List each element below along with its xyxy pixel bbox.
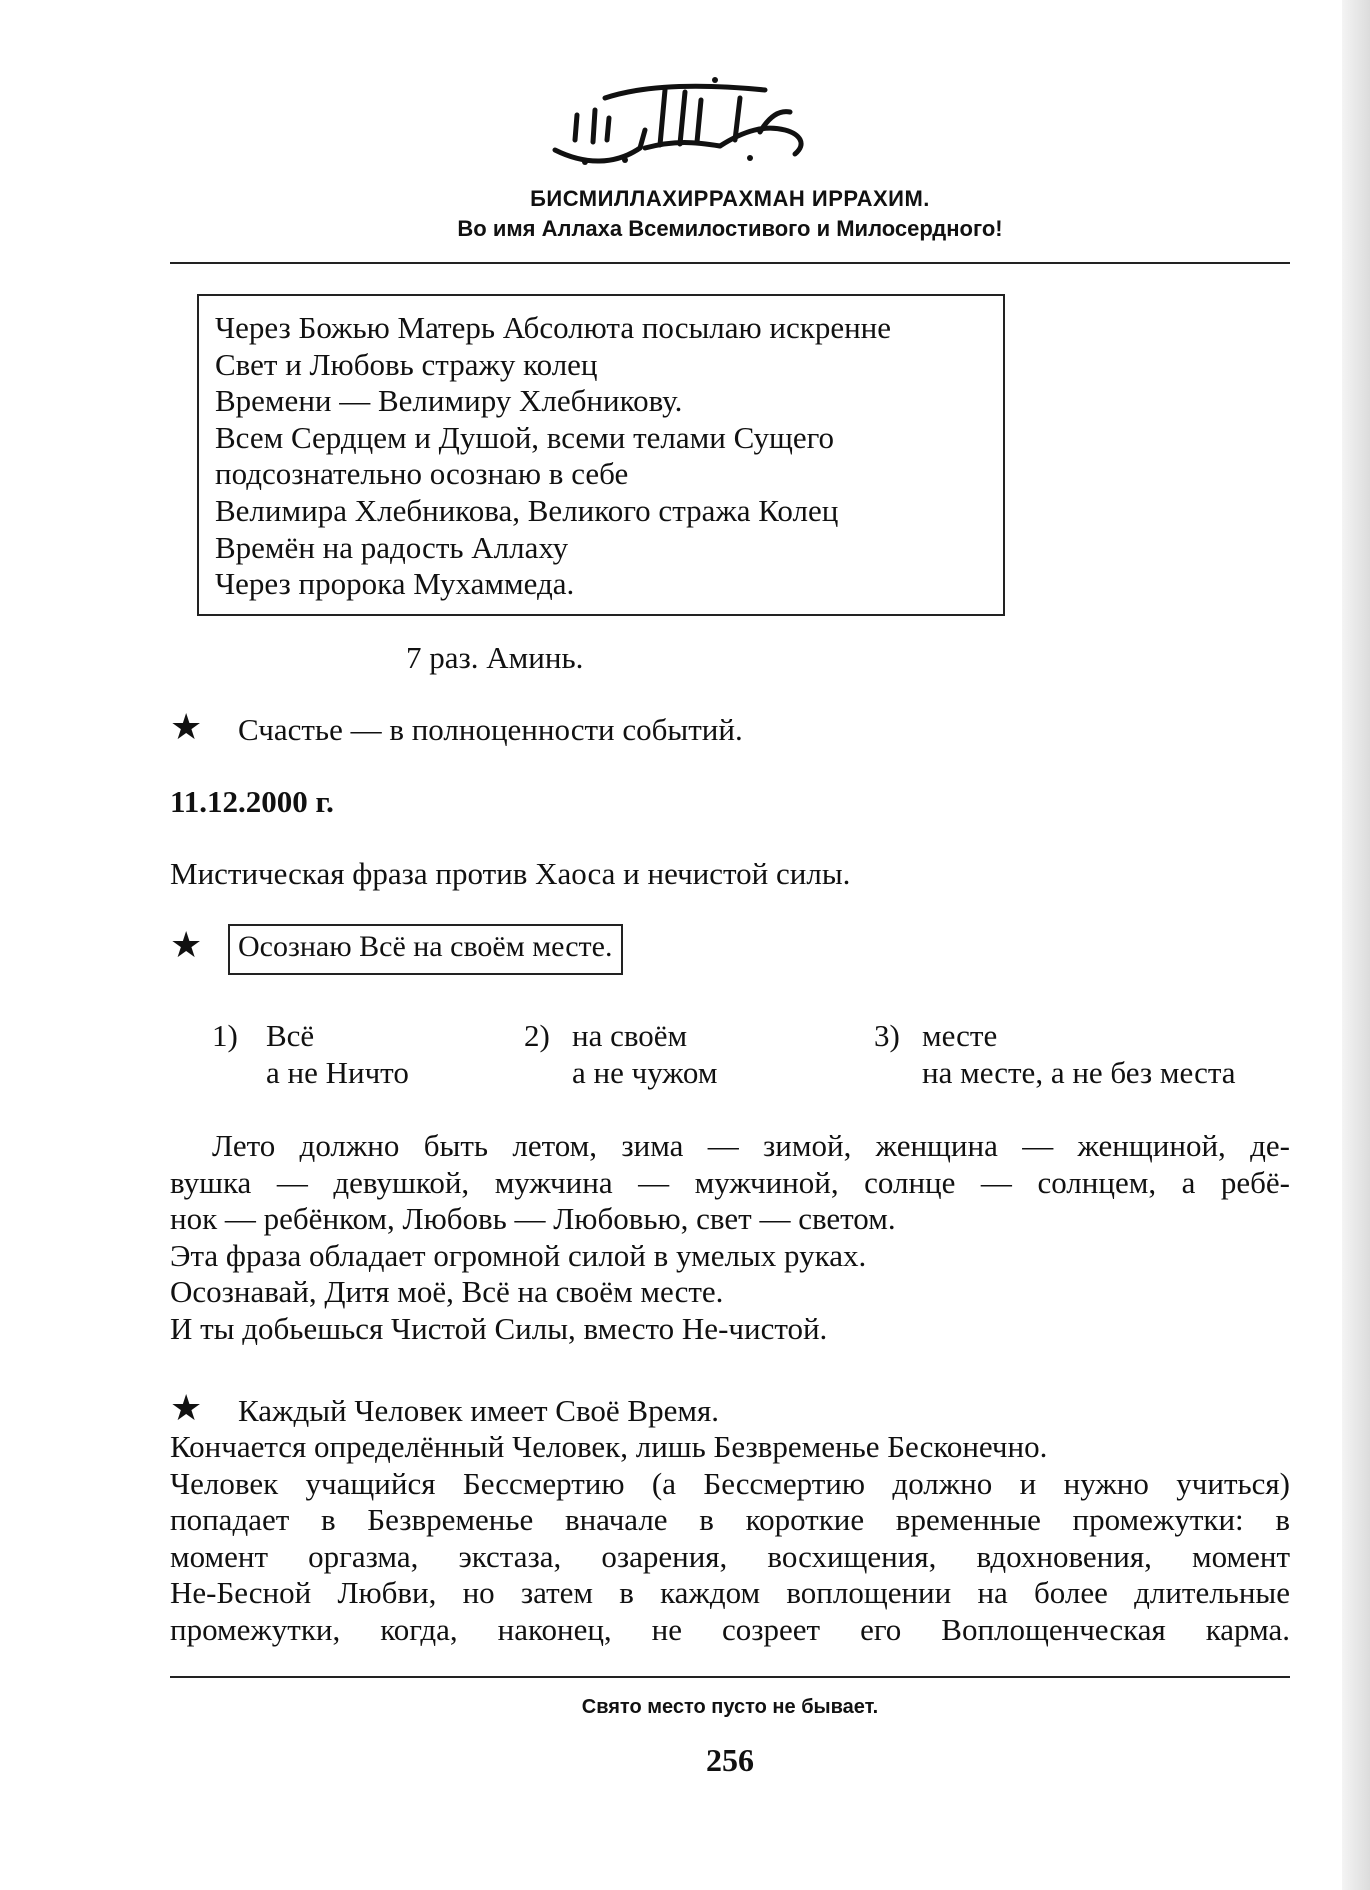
prayer-line: Всем Сердцем и Душой, всеми телами Сущего (215, 419, 835, 455)
mystic-phrase-box: Осознаю Всё на своём месте. (228, 924, 623, 975)
star-icon: ★ (170, 707, 203, 747)
entry-date: 11.12.2000 г. (170, 784, 334, 819)
prayer-line: Через Божью Матерь Абсолюта посылаю искренне (215, 310, 892, 345)
part-note: на месте, а не без места (922, 1055, 1236, 1090)
header-subtitle: Во имя Аллаха Всемилостивого и Милосердного! (457, 216, 1003, 241)
text-line: нок — ребёнком, Любовь — Любовью, свет — светом. (170, 1201, 896, 1237)
explanation-paragraph (170, 1128, 1290, 1348)
star-icon: ★ (170, 1388, 203, 1428)
text-line: Кончается определённый Человек, лишь Безвременье Бесконечно. (170, 1429, 1048, 1464)
top-rule (170, 262, 1290, 264)
text-line: Осознавай, Дитя моё, Всё на своём месте. (170, 1274, 724, 1310)
part-number: 1) (212, 1018, 238, 1053)
part-number: 2) (524, 1018, 550, 1053)
part-note: а не чужом (572, 1055, 718, 1090)
bottom-rule (170, 1676, 1290, 1678)
prayer-line: Свет и Любовь стражу колец (215, 346, 598, 382)
star-icon: ★ (170, 925, 203, 965)
text-line: Эта фраза обладает огромной силой в умелых руках. (170, 1237, 867, 1273)
header-title: БИСМИЛЛАХИРРАХМАН ИРРАХИМ. (530, 186, 930, 211)
text-line: попадает в Безвременье вначале в короткие временные промежутки: в (170, 1502, 1290, 1538)
footer-proverb: Свято место пусто не бывает. (581, 1696, 879, 1718)
text-line: Лето должно быть летом, зима — зимой, женщина — женщиной, де- (212, 1128, 1290, 1163)
bismillah-calligraphy (545, 70, 815, 170)
prayer-line: Времён на радость Аллаху (215, 529, 569, 565)
prayer-box (197, 294, 1005, 616)
body-paragraph (170, 1429, 1290, 1649)
text-line: И ты добьешься Чистой Силы, вместо Не-чистой. (170, 1310, 828, 1346)
part-note: а не Ничто (266, 1055, 409, 1090)
text-line: Не-Бесной Любви, но затем в каждом воплощении на более длительные (170, 1575, 1290, 1611)
maxim-happiness: Счастье — в полноценности событий. (238, 712, 743, 747)
text-line: промежутки, когда, наконец, не созреет его Воплощенческая карма. (170, 1611, 1290, 1647)
prayer-line: Через пророка Мухаммеда. (215, 566, 575, 602)
text-line: Человек учащийся Бессмертию (а Бессмертию должно и нужно учиться) (170, 1465, 1290, 1501)
phrase-intro: Мистическая фраза против Хаоса и нечистой силы. (170, 856, 851, 891)
text-line: момент оргазма, экстаза, озарения, восхищения, вдохновения, момент (170, 1538, 1290, 1574)
part-word: Всё (266, 1018, 315, 1053)
part-word: на своём (572, 1018, 688, 1053)
text-line: вушка — девушкой, мужчина — мужчиной, солнце — солнцем, а ребё- (170, 1164, 1290, 1200)
page-number: 256 (706, 1742, 754, 1778)
maxim-time: Каждый Человек имеет Своё Время. (238, 1393, 719, 1428)
prayer-line: Велимира Хлебникова, Великого стража Колец (215, 492, 839, 528)
part-number: 3) (874, 1018, 900, 1053)
prayer-line: Времени — Велимиру Хлебникову. (215, 383, 683, 419)
part-word: месте (922, 1018, 998, 1053)
prayer-repeat: 7 раз. Аминь. (406, 640, 584, 675)
page-edge-shadow (1342, 0, 1370, 1890)
prayer-line: подсознательно осознаю в себе (215, 456, 629, 492)
